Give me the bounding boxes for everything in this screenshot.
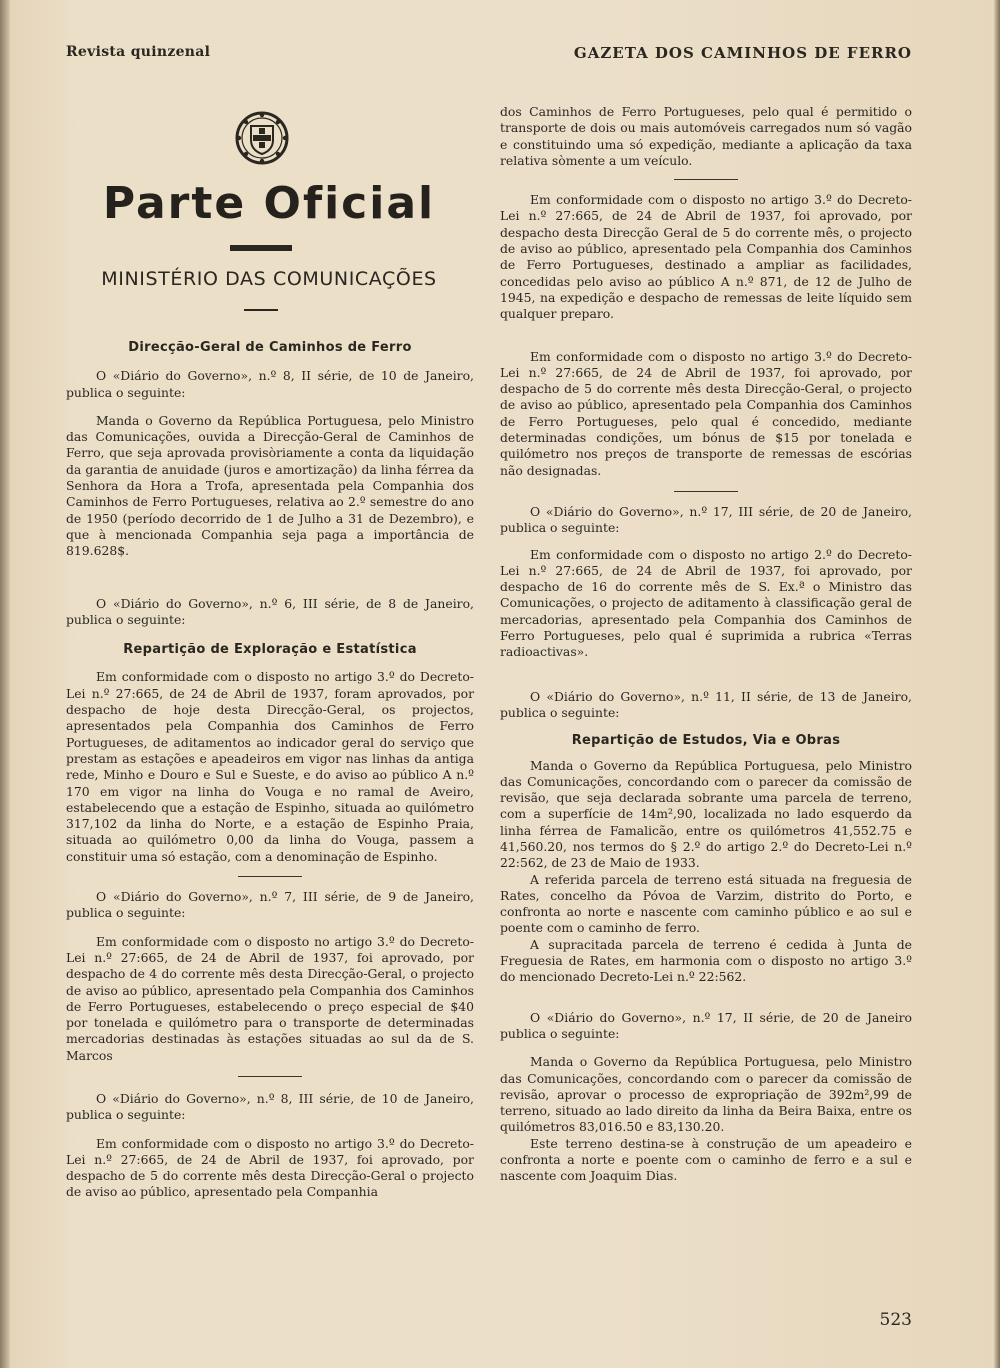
ministry-heading: MINISTÉRIO DAS COMUNICAÇÕES (101, 268, 437, 290)
right-column (500, 104, 912, 1185)
paragraph: A referida parcela de terreno está situada na freguesia de Rates, concelho da Póvoa de Varzim, distrito do Porto, e confronta ao norte e nascente com caminho público e ao sul e poente com o caminho de ferro. (500, 871, 912, 936)
paragraph: O «Diário do Governo», n.º 17, II série, de 20 de Janeiro publica o seguinte: (500, 1009, 912, 1041)
paragraph: O «Diário do Governo», n.º 8, II série, de 10 de Janeiro, publica o seguinte: (66, 368, 474, 400)
page-edge-left (0, 0, 10, 1368)
paragraph: Manda o Governo da República Portuguesa, pelo Ministro das Comunicações, concordando com o parecer da comissão de revisão, aprovar o processo de expropriação de 392m²,99 de terreno, situado ao lado direito da linha da Beira Baixa, entre os quilómetros 83,016.50 e 83,130.20. (500, 1054, 912, 1135)
paragraph: A supracitada parcela de terreno é cedida à Junta de Freguesia de Rates, em harmonia com o disposto no artigo 3.º do mencionado Decreto-Lei n.º 22:562. (500, 936, 912, 985)
paragraph: Em conformidade com o disposto no artigo 3.º do Decreto-Lei n.º 27:665, de 24 de Abril de 1937, foi aprovado, por despacho de 4 do corrente mês desta Direcção-Geral, o projecto de aviso ao público, apresentado pela Companhia dos Caminhos de Ferro Portugueses, estabelecendo o preço especial de $40 por tonelada e quilómetro para o transporte de determinadas mercadorias destinadas às estações situadas ao sul da de S. Marcos (66, 933, 474, 1063)
paragraph: Em conformidade com o disposto no artigo 3.º do Decreto-Lei n.º 27:665, de 24 de Abril de 1937, foi aprovado, por despacho de 5 do corrente mês desta Direcção-Geral o projecto de aviso ao público, apresentado pela Companhia (66, 1135, 474, 1200)
paragraph: Manda o Governo da República Portuguesa, pelo Ministro das Comunicações, ouvida a Direcção-Geral de Caminhos de Ferro, que seja aprovada provisòriamente a conta da liquidação da garantia de anuidade (juros e amortização) da linha férrea da Senhora da Hora a Trofa, apresentada pela Companhia dos Caminhos de Ferro Portugueses, relativa ao 2.º semestre do ano de 1950 (período decorrido de 1 de Julho a 31 de Dezembro), e que à mencionada Companhia seja paga a importância de 819.628$. (66, 412, 474, 559)
title-rule (230, 245, 292, 251)
paragraph: Em conformidade com o disposto no artigo 3.º do Decreto-Lei n.º 27:665, de 24 de Abril de 1937, foram aprovados, por despacho de hoje desta Direcção-Geral, os projectos, apresentados pela Companhia dos Caminhos de Ferro Portugueses, de aditamentos ao indicador geral do serviço que prestam as estações e apeadeiros em vigor nas linhas da antiga rede, Minho e Douro e Sul e Sueste, e do aviso ao público A n.º 170 em vigor na linha do Vouga e no ramal de Aveiro, estabelecendo que a estação de Espinho, situada ao quilómetro 317,102 da linha do Norte, e a estação de Espinho Praia, situada ao quilómetro 0,00 da linha do Vouga, passem a constituir uma só estação, com a denominação de Espinho. (66, 669, 474, 864)
left-column (66, 340, 474, 1201)
running-header-left: Revista quinzenal (66, 44, 211, 60)
paragraph: O «Diário do Governo», n.º 6, III série, de 8 de Janeiro, publica o seguinte: (66, 595, 474, 627)
paragraph: dos Caminhos de Ferro Portugueses, pelo qual é permitido o transporte de dois ou mais automóveis carregados num só vagão e constituindo uma só expedição, mediante a aplicação da taxa relativa sòmente a um veículo. (500, 104, 912, 168)
paragraph: Em conformidade com o disposto no artigo 2.º do Decreto-Lei n.º 27:665, de 24 de Abril de 1937, foi aprovado, por despacho de 16 do corrente mês de S. Ex.ª o Ministro das Comunicações, o projecto de aditamento à classificação geral de mercadorias, apresentado pela Companhia dos Caminhos de Ferro Portugueses, pelo qual é suprimida a rubrica «Terras radioactivas». (500, 546, 912, 660)
paragraph: Este terreno destina-se à construção de um apeadeiro e confronta a norte e poente com o caminho de ferro e a sul e nascente com Joaquim Dias. (500, 1135, 912, 1184)
paragraph: Em conformidade com o disposto no artigo 3.º do Decreto-Lei n.º 27:665, de 24 de Abril de 1937, foi aprovado, por despacho de 5 do corrente mês desta Direcção-Geral, o projecto de aviso ao público, apresentado pela Companhia dos Caminhos de Ferro Portugueses, pelo qual é concedido, mediante determinadas condições, um bónus de $15 por tonelada e quilómetro nos preços de transporte de remessas de escórias não designadas. (500, 348, 912, 478)
section-heading: Direcção-Geral de Caminhos de Ferro (128, 340, 412, 355)
subsection-heading: Repartição de Exploração e Estatística (123, 642, 417, 658)
page-title: Parte Oficial (102, 178, 436, 229)
page-edge-right (994, 0, 1000, 1368)
subsection-heading: Repartição de Estudos, Via e Obras (571, 733, 841, 749)
page-number: 523 (879, 1310, 912, 1330)
paragraph: O «Diário do Governo», n.º 11, II série, de 13 de Janeiro, publica o seguinte: (500, 688, 912, 720)
paragraph: Em conformidade com o disposto no artigo 3.º do Decreto-Lei n.º 27:665, de 24 de Abril de 1937, foi aprovado, por despacho desta Direcção Geral de 5 do corrente mês, o projecto de aviso ao público, apresentado pela Companhia dos Caminhos de Ferro Portugueses, destinado a ampliar as facilidades, concedidas pelo aviso ao público A n.º 871, de 12 de Julho de 1945, na expedição e despacho de remessas de leite líquido sem qualquer preparo. (500, 192, 912, 322)
paragraph: O «Diário do Governo», n.º 8, III série, de 10 de Janeiro, publica o seguinte: (66, 1090, 474, 1123)
portuguese-coat-of-arms-icon (234, 110, 290, 166)
paragraph: O «Diário do Governo», n.º 7, III série, de 9 de Janeiro, publica o seguinte: (66, 889, 474, 921)
paragraph: O «Diário do Governo», n.º 17, III série, de 20 de Janeiro, publica o seguinte: (500, 503, 912, 536)
ministry-rule (244, 309, 278, 311)
paragraph: Manda o Governo da República Portuguesa, pelo Ministro das Comunicações, concordando com o parecer da comissão de revisão, que seja declarada sobrante uma parcela de terreno, com a superfície de 14m²,90, localizada no lado esquerdo da linha férrea de Famalicão, entre os quilómetros 41,552.75 e 41,560.20, nos termos do § 2.º do artigo 2.º do Decreto-Lei n.º 22:562, de 23 de Maio de 1933. (500, 757, 912, 871)
running-header-right: GAZETA DOS CAMINHOS DE FERRO (573, 44, 912, 62)
